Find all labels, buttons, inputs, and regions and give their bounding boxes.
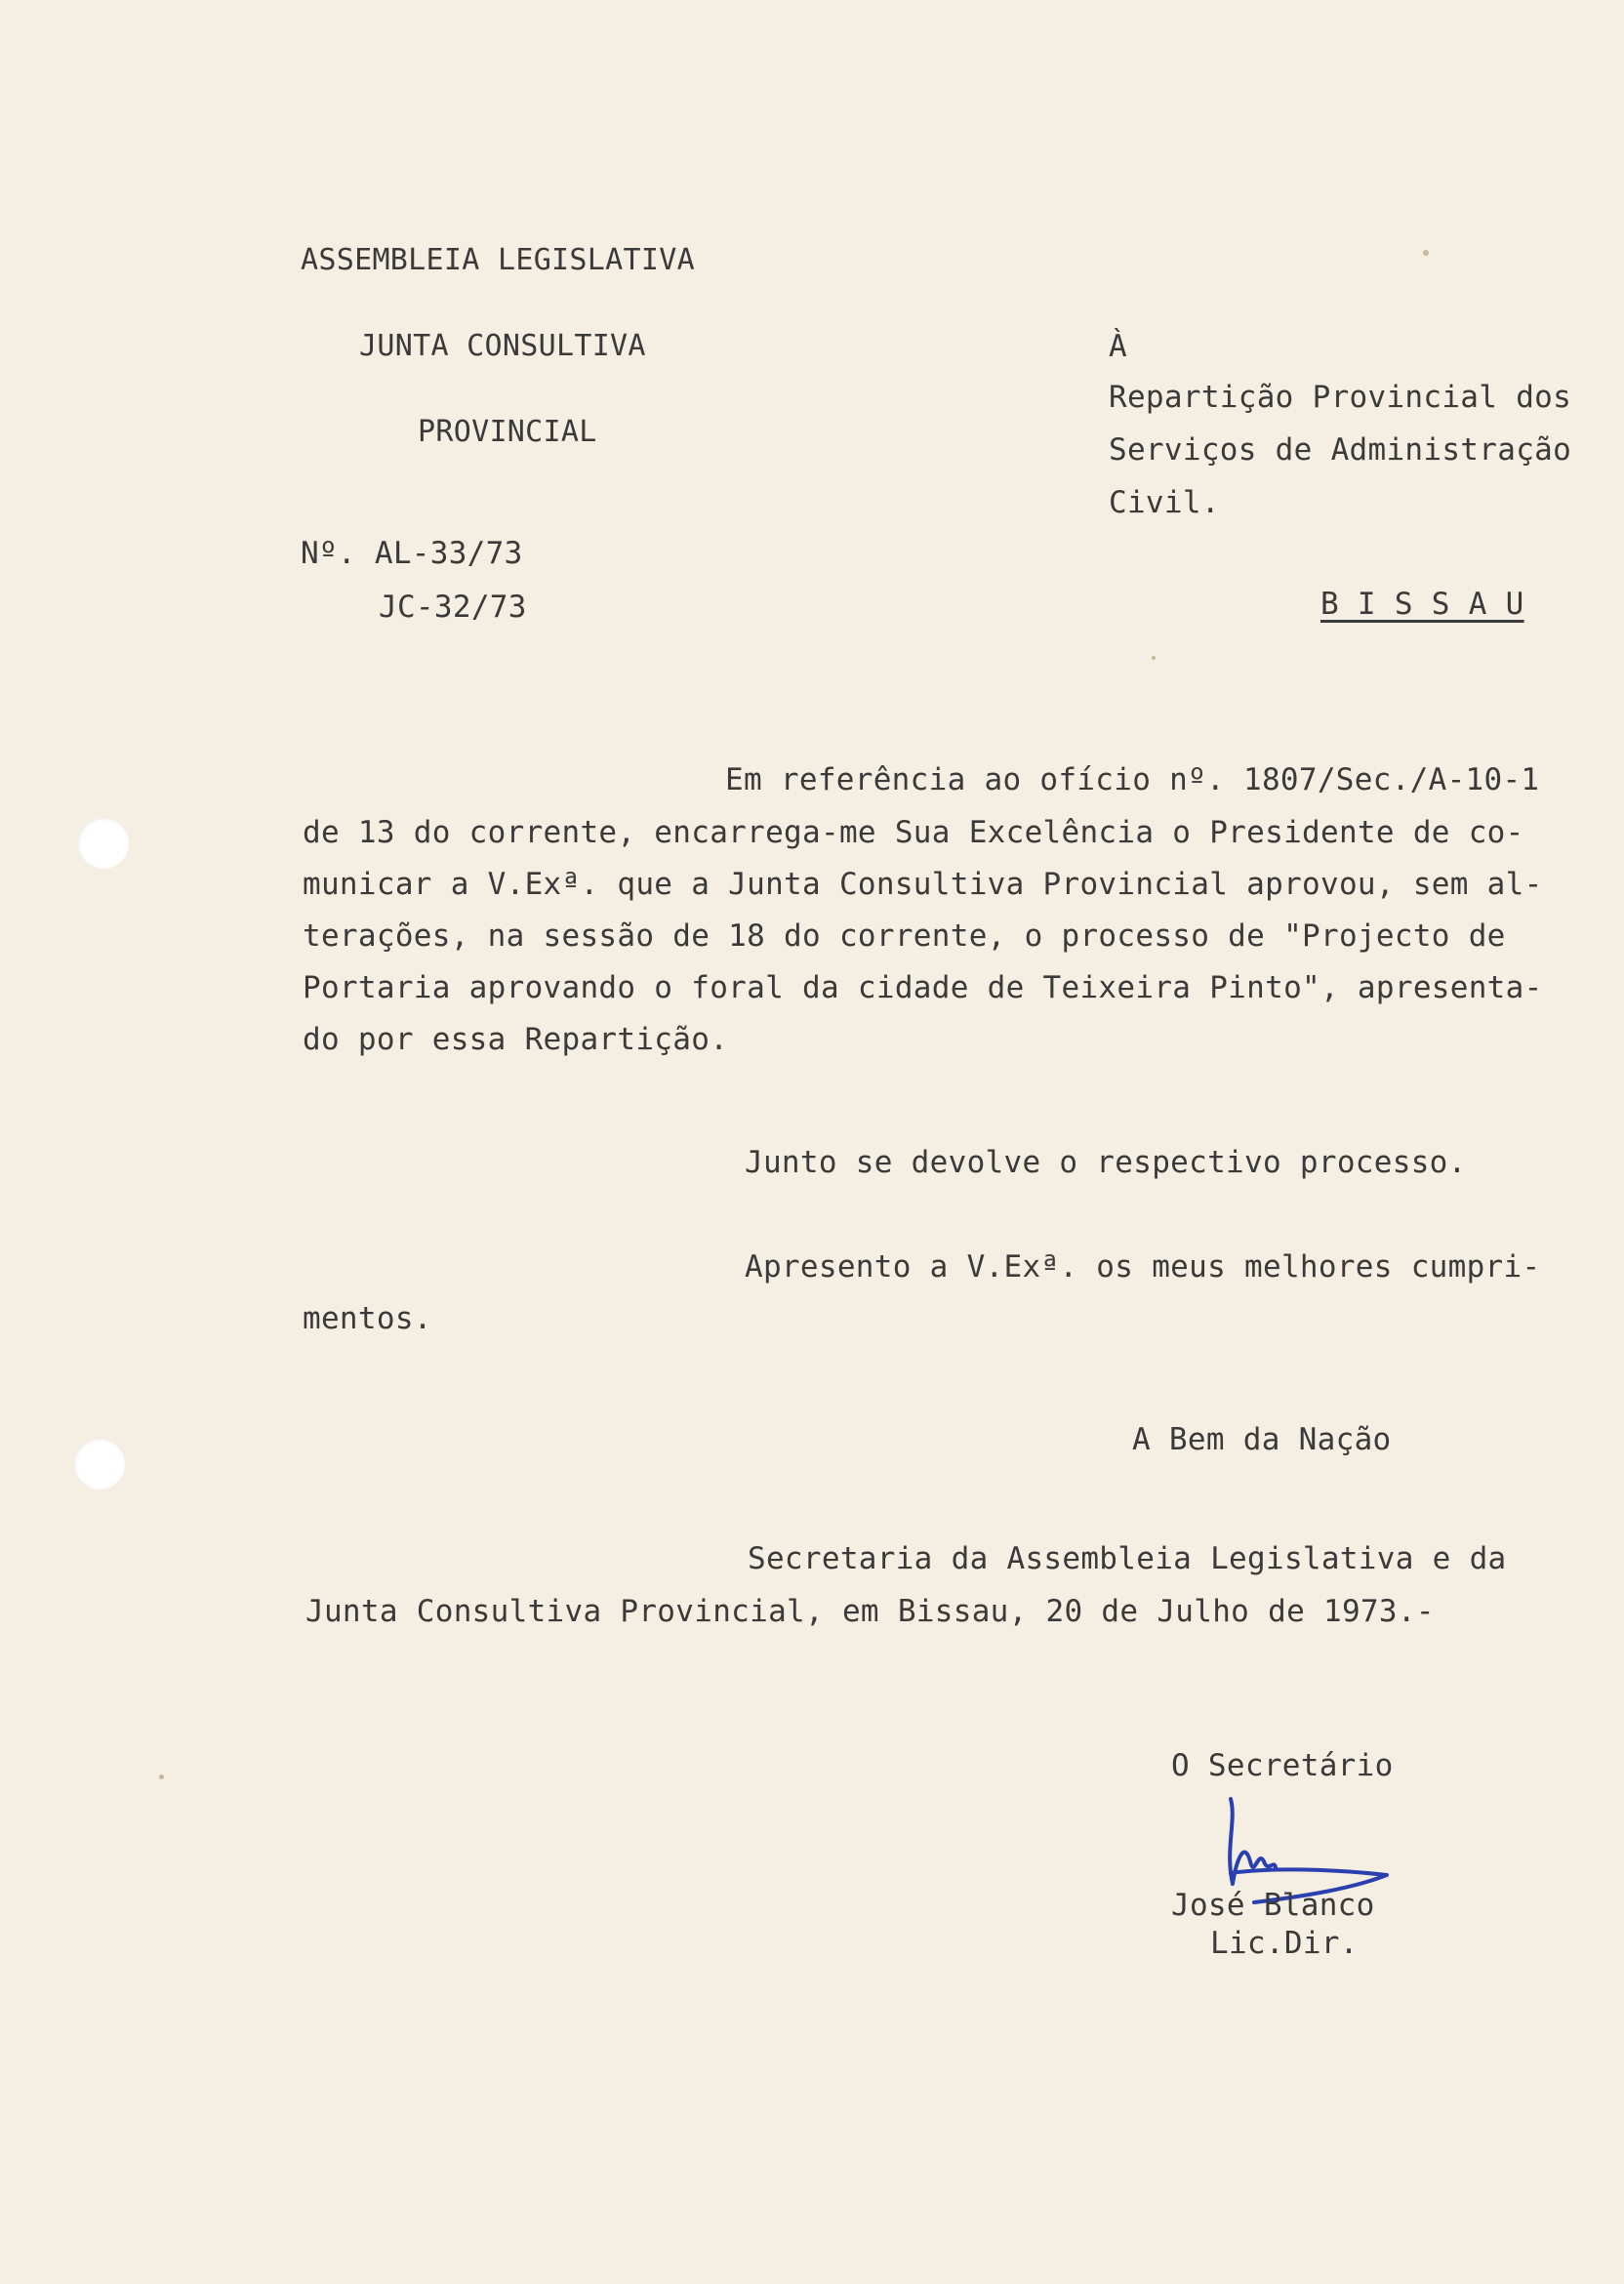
body-line: Portaria aprovando o foral da cidade de Teixeira Pinto", apresenta-: [303, 970, 1543, 1005]
closing-location-line: Junta Consultiva Provincial, em Bissau, 20 de Julho de 1973.-: [305, 1594, 1435, 1629]
body-line: terações, na sessão de 18 do corrente, o processo de "Projecto de: [303, 918, 1506, 954]
recipient-city: B I S S A U: [1320, 587, 1524, 622]
body-line: municar a V.Exª. que a Junta Consultiva Provincial aprovou, sem al-: [303, 867, 1543, 902]
paper-speck: [159, 1774, 164, 1779]
signature-credential: Lic.Dir.: [1210, 1926, 1359, 1961]
sender-line-1: ASSEMBLEIA LEGISLATIVA: [301, 243, 695, 277]
punch-hole-bottom: [74, 1439, 125, 1489]
punch-hole-top: [78, 818, 129, 869]
body-line: Junto se devolve o respectivo processo.: [745, 1145, 1467, 1180]
signature-title: O Secretário: [1171, 1748, 1394, 1783]
body-line: Apresento a V.Exª. os meus melhores cumpri-: [745, 1249, 1541, 1285]
reference-number-al: Nº. AL-33/73: [301, 536, 523, 571]
recipient-line-3: Civil.: [1109, 485, 1220, 520]
signature-name: José Blanco: [1171, 1888, 1375, 1923]
body-line: mentos.: [303, 1301, 432, 1336]
reference-number-jc: JC-32/73: [379, 590, 527, 625]
recipient-line-2: Serviços de Administração: [1109, 432, 1572, 468]
recipient-prefix: À: [1109, 329, 1127, 364]
body-line: Em referência ao ofício nº. 1807/Sec./A-10-1: [725, 762, 1540, 797]
recipient-line-1: Repartição Provincial dos: [1109, 380, 1572, 415]
paper-speck: [1423, 250, 1429, 256]
closing-motto: A Bem da Nação: [1132, 1422, 1392, 1457]
closing-location-line: Secretaria da Assembleia Legislativa e da: [748, 1541, 1507, 1576]
body-line: do por essa Repartição.: [303, 1022, 729, 1057]
sender-line-2: JUNTA CONSULTIVA: [359, 329, 646, 363]
paper-speck: [1152, 656, 1156, 660]
body-line: de 13 do corrente, encarrega-me Sua Excelência o Presidente de co-: [303, 815, 1524, 850]
sender-line-3: PROVINCIAL: [418, 415, 597, 449]
